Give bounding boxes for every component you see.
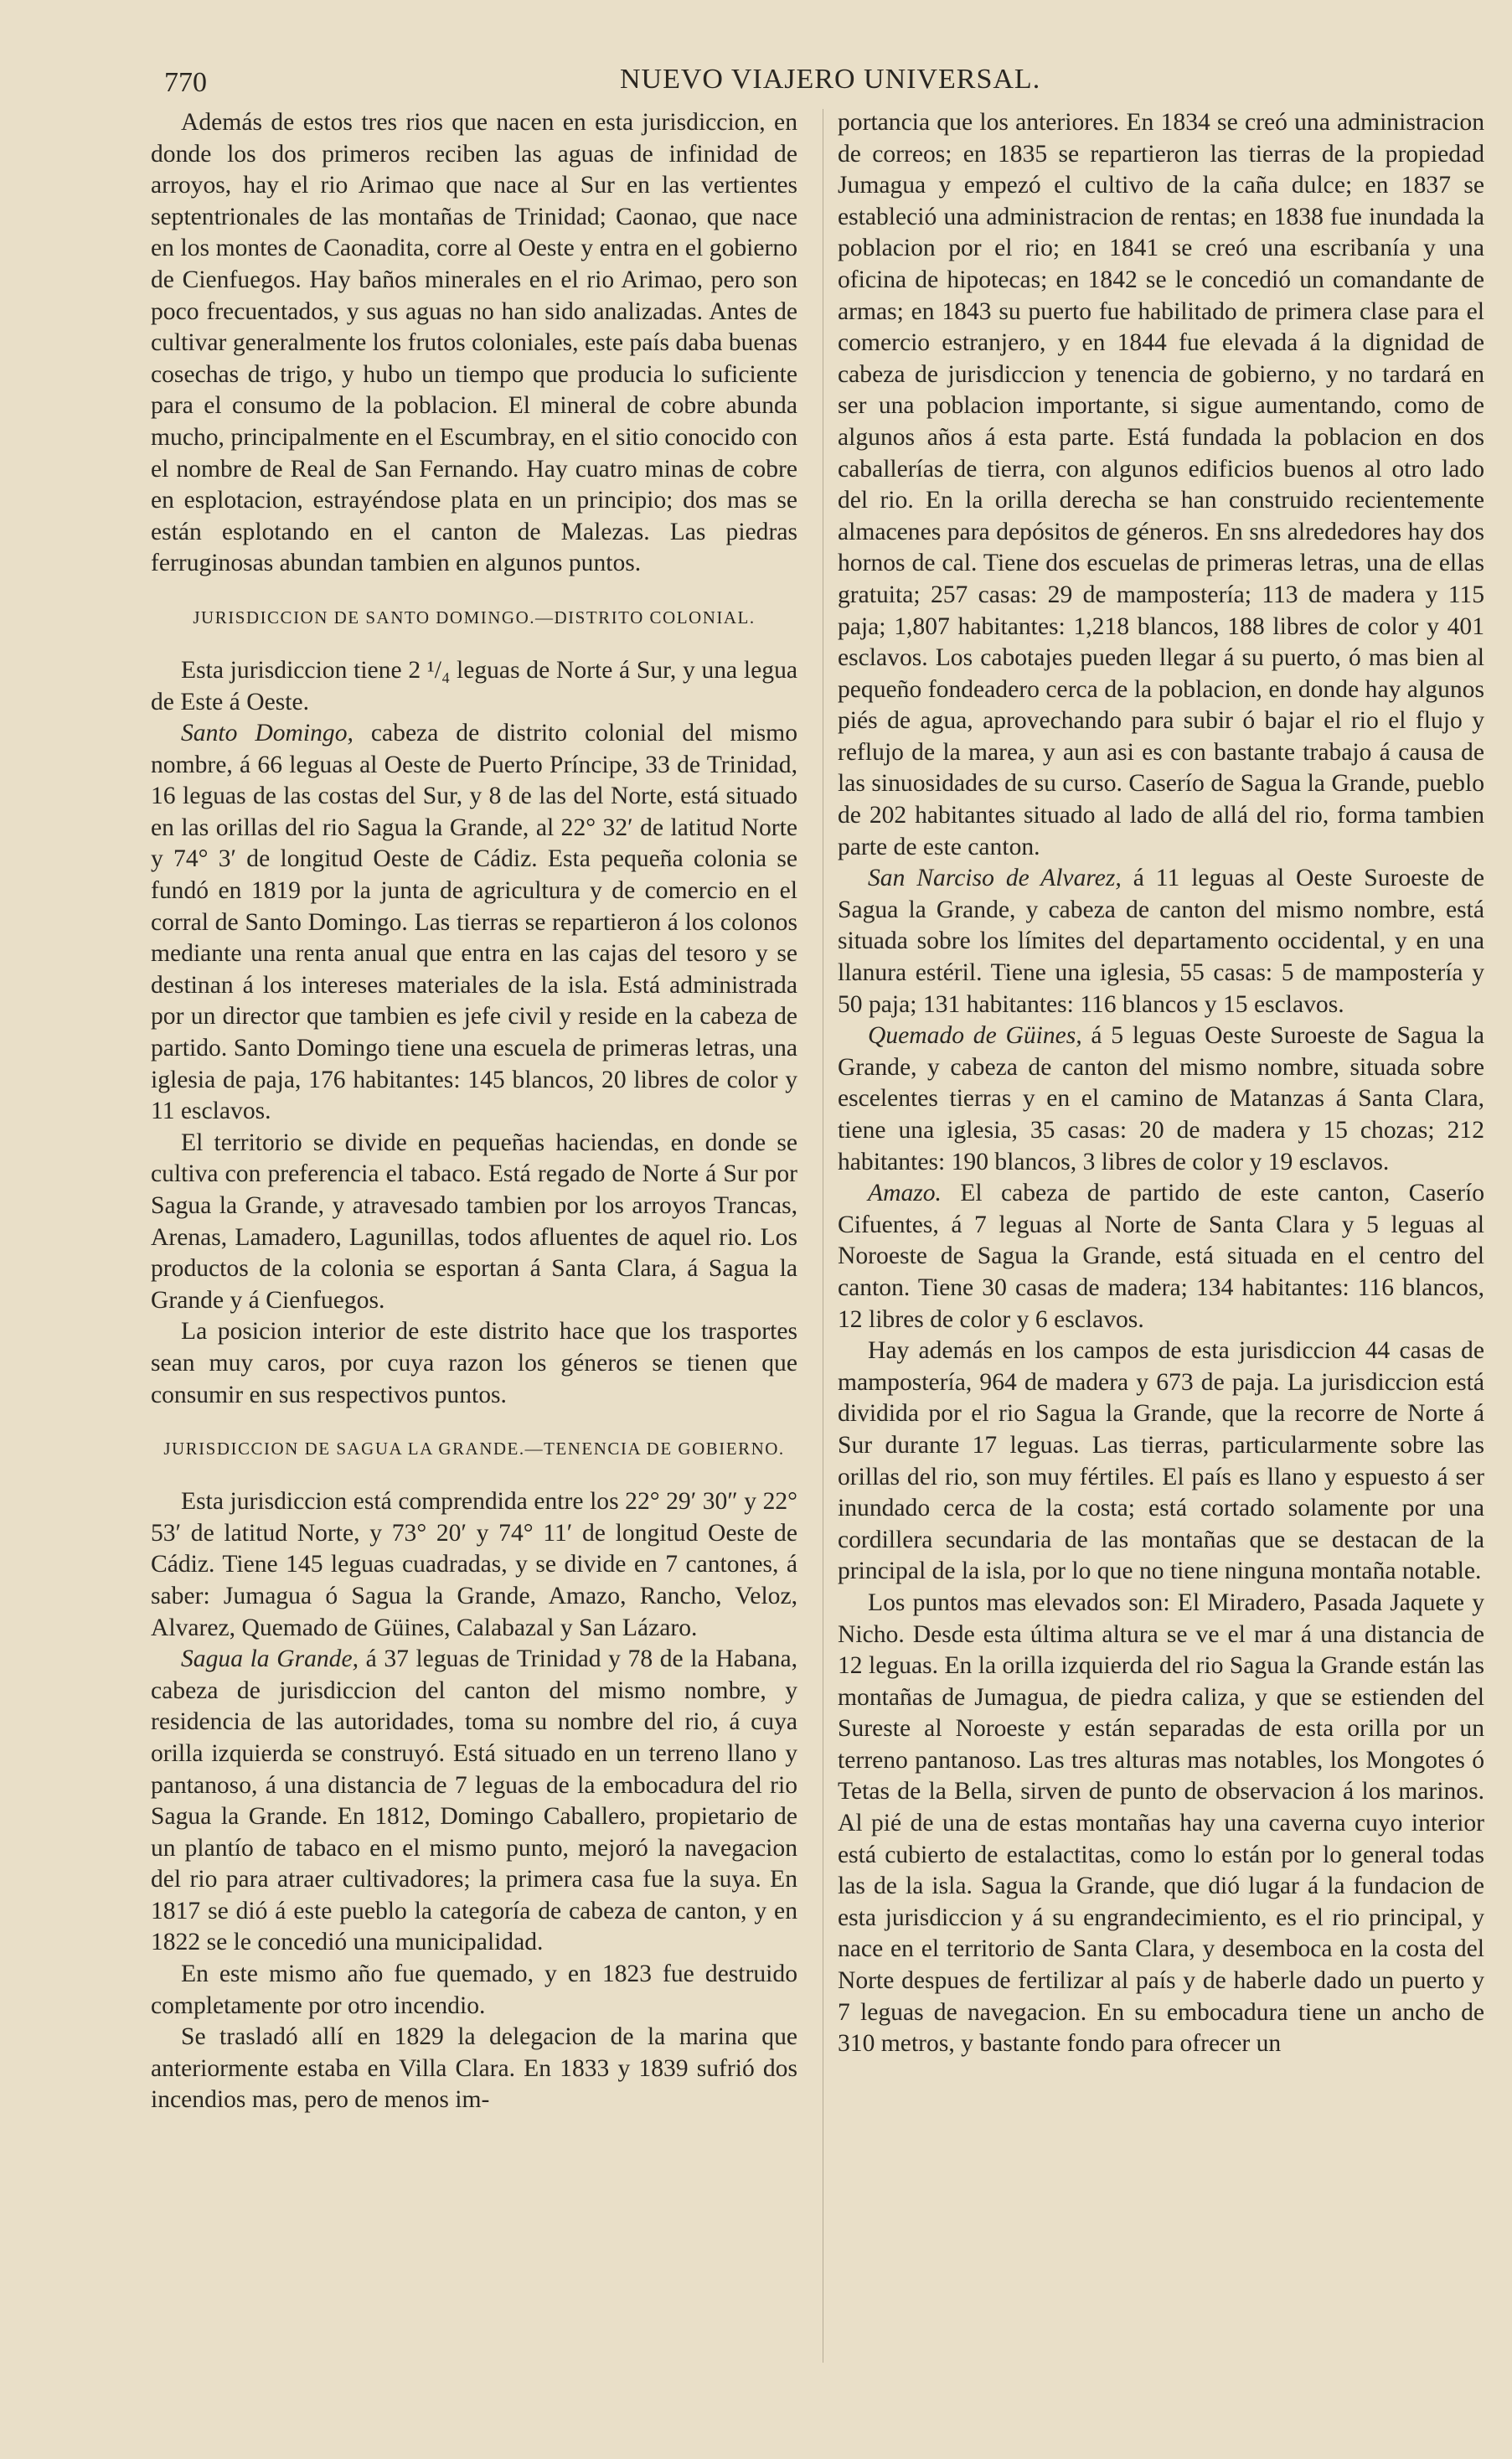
section-heading: JURISDICCION DE SANTO DOMINGO.—DISTRITO COLONIAL. — [193, 607, 756, 628]
paragraph: En este mismo año fue quemado, y en 1823 fue destruido completamente por otro incendio. — [151, 1960, 797, 2019]
paragraph — [838, 1020, 1484, 1178]
paragraph: Esta jurisdiccion tiene 2 ¹/₄ leguas de Norte á Sur, y una legua de Este á Oeste. — [151, 656, 797, 715]
place-name: San Narciso de Alvarez, — [868, 865, 1122, 892]
page-number: 770 — [164, 67, 207, 98]
place-name: Amazo. — [868, 1180, 942, 1207]
paragraph: Además de estos tres rios que nacen en esta jurisdiccion, en donde los dos primeros reciben las aguas de infinidad de arroyos, hay el rio Arimao que nace al Sur en las vertientes septentrionales de las montañas de Trinidad; Caonao, que nace en los montes de Caonadita, corre al Oeste y entra en el gobierno de Cienfuegos. Hay baños minerales en el rio Arimao, pero son poco frecuentados, y sus aguas no han sido analizadas. Antes de cultivar generalmente los frutos coloniales, este país daba buenas cosechas de trigo, y hubo un tiempo que producia lo suficiente para el consumo de la poblacion. El mineral de cobre abunda mucho, principalmente en el Escumbray, en el sitio conocido con el nombre de Real de San Fernando. Hay cuatro minas de cobre en esplotacion, estrayéndose plata en un principio; dos mas se están esplotando en el canton de Malezas. Las piedras ferruginosas abundan tambien en algunos puntos. — [151, 109, 797, 577]
paragraph-text: á 5 leguas Oeste Suroeste de Sagua la Grande, y cabeza de canton del mismo nombre, situada sobre escelentes tierras y en el camino de Matanzas á Santa Clara, tiene una iglesia, 35 casas: 20 de madera y 15 chozas; 212 habitantes: 190 blancos, 3 libres de color y 19 esclavos. — [838, 1022, 1484, 1175]
paragraph — [151, 718, 797, 1128]
paragraph: El territorio se divide en pequeñas haciendas, en donde se cultiva con preferencia el tabaco. Está regado de Norte á Sur por Sagua la Grande, y atravesado tambien por los arroyos Trancas, Arenas, Lamadero, Lagunillas, todos afluentes de aquel rio. Los productos de la colonia se esportan á Santa Clara, á Sagua la Grande y á Cienfuegos. — [151, 1129, 797, 1314]
paragraph-text: El cabeza de partido de este canton, Caserío Cifuentes, á 7 leguas al Norte de Santa Clara y 5 leguas al Noroeste de Sagua la Grande, está situada en el centro del canton. Tiene 30 casas de madera; 134 habitantes: 116 blancos, 12 libres de color y 6 esclavos. — [838, 1180, 1484, 1333]
paragraph: portancia que los anteriores. En 1834 se creó una administracion de correos; en 1835 se repartieron las tierras de la propiedad Jumagua y empezó el cultivo de la caña dulce; en 1837 se estableció una administracion de rentas; en 1838 fue inundada la poblacion por el rio; en 1841 se creó una escribanía y una oficina de hipotecas; en 1842 se le concedió un comandante de armas; en 1843 su puerto fue habilitado de primera clase para el comercio estranjero, y en 1844 fue elevada á la dignidad de cabeza de jurisdiccion y tenencia de gobierno, y no tardará en ser una poblacion importante, si sigue aumentando, como de algunos años á esta parte. Está fundada la poblacion en dos caballerías de tierra, con algunos edificios buenos al otro lado del rio. En la orilla derecha se han construido recientemente almacenes para depósitos de géneros. En sns alrededores hay dos hornos de cal. Tiene dos escuelas de primeras letras, una de ellas gratuita; 257 casas: 29 de mampostería; 113 de madera y 115 paja; 1,807 habitantes: 1,218 blancos, 188 libres de color y 401 esclavos. Los cabotajes pueden llegar á su puerto, ó mas bien al pequeño fondeadero cerca de la poblacion, en donde hay algunos piés de agua, aprovechando para subir ó bajar el rio el flujo y reflujo de la marea, y aun asi es con bastante trabajo á causa de las sinuosidades de su curso. Caserío de Sagua la Grande, pueblo de 202 habitantes situado al lado de allá del rio, forma tambien parte de este canton. — [838, 109, 1484, 860]
paragraph: Los puntos mas elevados son: El Miradero, Pasada Jaquete y Nicho. Desde esta última altura se ve el mar á una distancia de 12 leguas. En la orilla izquierda del rio Sagua la Grande están las montañas de Jumagua, de piedra caliza, y que se estienden del Sureste al Noroeste y están separadas de esta orilla por un terreno pantanoso. Las tres alturas mas notables, los Mongotes ó Tetas de la Bella, sirven de punto de observacion á los marinos. Al pié de una de estas montañas hay una caverna cuyo interior está cubierto de estalactitas, como lo están por lo general todas las de la isla. Sagua la Grande, que dió lugar á la fundacion de esta jurisdiccion y á su engrandecimiento, es el rio principal, y nace en el territorio de Santa Clara, y desemboca en la costa del Norte despues de fertilizar al país y de haberle dado un puerto y 7 leguas de navegacion. En su embocadura tiene un ancho de 310 metros, y bastante fondo para ofrecer un — [838, 1589, 1484, 2058]
paragraph — [838, 1178, 1484, 1335]
place-name: Quemado de Güines, — [868, 1022, 1082, 1050]
left-column — [151, 107, 797, 2116]
place-name: Santo Domingo, — [181, 720, 353, 747]
place-name: Sagua la Grande, — [181, 1645, 359, 1673]
paragraph-text: á 11 leguas al Oeste Suroeste de Sagua la Grande, y cabeza de canton del mismo nombre, está situada sobre los límites del departamento occidental, y en una llanura estéril. Tiene una iglesia, 55 casas: 5 de mampostería y 50 paja; 131 habitantes: 116 blancos y 15 esclavos. — [838, 865, 1485, 1018]
section-heading: JURISDICCION DE SAGUA LA GRANDE.—TENENCIA DE GOBIERNO. — [163, 1439, 785, 1459]
paragraph-text: á 37 leguas de Trinidad y 78 de la Habana, cabeza de jurisdiccion del canton del mismo nombre, y residencia de las autoridades, toma su nombre del rio, á cuya orilla izquierda se construyó. Está situado en un terreno llano y pantanoso, á una distancia de 7 leguas de la embocadura del rio Sagua la Grande. En 1812, Domingo Caballero, propietario de un plantío de tabaco en el mismo punto, mejoró la navegacion del rio para atraer cultivadores; la primera casa fue la suya. En 1817 se dió á este pueblo la categoría de cabeza de canton, y en 1822 se le concedió una municipalidad. — [151, 1645, 797, 1956]
paragraph — [151, 1644, 797, 1959]
running-title: NUEVO VIAJERO UNIVERSAL. — [620, 64, 1041, 95]
paragraph: La posicion interior de este distrito hace que los trasportes sean muy caros, por cuya razon los géneros se tienen que consumir en sus respectivos puntos. — [151, 1318, 797, 1408]
paragraph: Se trasladó allí en 1829 la delegacion de la marina que anteriormente estaba en Villa Clara. En 1833 y 1839 sufrió dos incendios mas, pero de menos im- — [151, 2023, 797, 2114]
paragraph: Esta jurisdiccion está comprendida entre los 22° 29′ 30″ y 22° 53′ de latitud Norte, y 73° 20′ y 74° 11′ de longitud Oeste de Cádiz. Tiene 145 leguas cuadradas, y se divide en 7 cantones, á saber: Jumagua ó Sagua la Grande, Amazo, Rancho, Veloz, Alvarez, Quemado de Güines, Calabazal y San Lázaro. — [151, 1488, 797, 1641]
paragraph: Hay además en los campos de esta jurisdiccion 44 casas de mampostería, 964 de madera y 673 de paja. La jurisdiccion está dividida por el rio Sagua la Grande, que la recorre de Norte á Sur durante 17 leguas. Las tierras, particularmente sobre las orillas del rio, son muy fértiles. El país es llano y espuesto á ser inundado cerca de la costa; está cortado solamente por una cordillera secundaria de las montañas que se destacan de la principal de la isla, por lo que no tiene ninguna montaña notable. — [838, 1337, 1484, 1585]
paragraph — [838, 863, 1484, 1020]
paragraph-text: cabeza de distrito colonial del mismo nombre, á 66 leguas al Oeste de Puerto Príncipe, 33 de Trinidad, 16 leguas de las costas del Sur, y 8 de las del Norte, está situado en las orillas del rio Sagua la Grande, al 22° 32′ de latitud Norte y 74° 3′ de longitud Oeste de Cádiz. Esta pequeña colonia se fundó en 1819 por la junta de agricultura y de comercio en el corral de Santo Domingo. Las tierras se repartieron á los colonos mediante una renta anual que entra en las cajas del tesoro y se destinan á los intereses materiales de la isla. Está administrada por un director que tambien es jefe civil y reside en la cabeza de partido. Santo Domingo tiene una escuela de primeras letras, una iglesia de paja, 176 habitantes: 145 blancos, 20 libres de color y 11 esclavos. — [151, 720, 797, 1125]
right-column — [838, 107, 1484, 2060]
